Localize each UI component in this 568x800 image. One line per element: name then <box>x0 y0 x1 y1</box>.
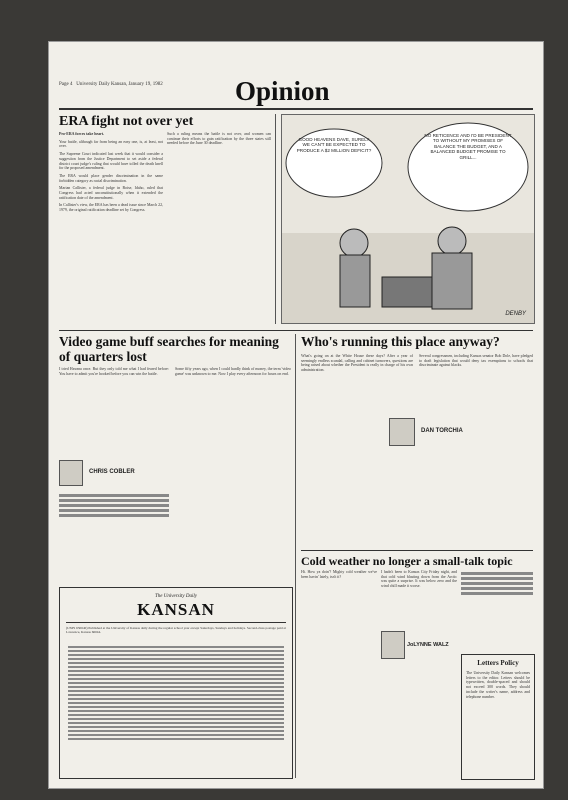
cold-headline: Cold weather no longer a small-talk topic <box>301 554 513 568</box>
video-col2: Some fifty years ago, when I could hardly think of money, the term 'video game' was unknown to me. Now I play every afternoon for hours on end. <box>175 367 291 376</box>
cold-lede: Hi. How ya doin'? Mighty cold weather we've been havin' lately, isn't it? <box>301 570 377 579</box>
section-rule-2 <box>301 550 533 551</box>
cold-col2: I hadn't been to Kansas City Friday night, and that cold wind blasting down from the Arctic was quite a surprise. It was below zero and the wind chill made it worse. <box>381 570 457 589</box>
cold-byline: JoLYNNE WALZ <box>407 642 449 648</box>
era-column-1 <box>59 132 163 328</box>
who-col2: Several congressmen, including Kansas senator Bob Dole, have pledged to draft legislation that would deny tax exemptions to schools that discriminate against blacks. <box>419 354 533 368</box>
page-number: Page 4 <box>59 82 73 87</box>
section-rule <box>59 330 533 331</box>
author-photo-torchia <box>389 418 415 446</box>
era-headline: ERA fight not over yet <box>59 114 194 129</box>
who-byline: DAN TORCHIA <box>421 428 463 434</box>
kansan-staff-note: (USPS 650640) Published at the University of Kansas daily during the regular school year except Saturdays, Sundays and holidays. Second-class postage paid at Lawrence, Kansas 66044. <box>66 626 286 634</box>
who-headline: Who's running this place anyway? <box>301 334 500 349</box>
page-folio <box>59 82 163 87</box>
figure-body-right <box>432 253 472 309</box>
era-column-2 <box>167 132 271 328</box>
newspaper-page <box>49 42 543 788</box>
era-kicker: Pro-ERA forces take heart. <box>59 132 105 136</box>
paper-date: University Daily Kansan, January 19, 1982 <box>76 82 163 87</box>
video-byline-box <box>59 460 167 486</box>
letters-body: The University Daily Kansan welcomes letters to the editor. Letters should be typewritten, double-spaced and should not exceed 300 words. They should include the writer's name, address and telephone number. <box>466 671 530 699</box>
cold-column-1 <box>301 570 377 776</box>
column-rule <box>275 114 276 324</box>
video-column-1b <box>59 492 169 582</box>
who-lede: What's going on at the White House these days? After a year of seemingly endless scandal, calling and cabinet turnovers, questions are being raised about whether the President is really in charge of his own administration. <box>301 354 413 373</box>
letters-policy-box <box>461 654 535 780</box>
era-para3: The ERA would place gender discrimination in the same forbidden category as racial discrimination. <box>59 173 163 183</box>
era-para5: In Callister's view, the ERA has been a dead issue since March 22, 1979, the original ratification deadline set by Congress. <box>59 203 163 213</box>
era-para4: Marian Callister, a federal judge in Boise, Idaho, ruled that Congress had acted unconstitutionally when it extended the ratification date of the amendment. <box>59 186 163 200</box>
who-column-1 <box>301 354 413 546</box>
who-column-2 <box>419 354 533 546</box>
masthead-rule <box>59 108 533 110</box>
cold-byline-box <box>381 630 457 658</box>
cold-column-3 <box>461 570 533 650</box>
kansan-brand-small: The University Daily <box>155 594 197 599</box>
section-title: Opinion <box>235 76 330 106</box>
cold-column-2 <box>381 570 457 776</box>
video-column-2 <box>175 367 291 517</box>
video-lede: I tried Havana once. But they only told me what I had feared before: You have to admit you're hooked before you can win the battle. <box>59 367 169 376</box>
era-col2-lede: Such a ruling means the battle is not over, and women can continue their efforts to gain ratification by the three states still needed before the June 30 deadline. <box>167 132 271 146</box>
kansan-masthead-box <box>59 587 293 779</box>
right-bubble-text: NO RETICENCE AND I'D BE PRESIDENT TO WITHOUT MY PROMISES OF BALANCE THE BUDGET, AND A BALANCED BUDGET PROMISE TO GRILL... <box>424 133 512 160</box>
author-photo <box>59 460 83 486</box>
cartoon-signature: DENBY <box>505 311 526 317</box>
column-rule-2 <box>295 334 296 778</box>
kansan-brand: KANSAN <box>137 600 215 619</box>
masthead-divider <box>66 622 286 623</box>
letters-heading: Letters Policy <box>477 659 519 667</box>
figure-body-left <box>340 255 370 307</box>
video-headline: Video game buff searches for meaning of quarters lost <box>59 334 279 364</box>
author-photo-walz <box>381 631 405 659</box>
editorial-cartoon <box>281 114 535 324</box>
video-byline: CHRIS COBLER <box>89 469 135 475</box>
who-byline-box <box>389 416 529 446</box>
figure-head-right <box>438 227 466 255</box>
video-column-1 <box>59 367 169 457</box>
era-lede: Your battle, although far from being an easy one, is, at least, not over. <box>59 139 163 149</box>
desk <box>382 277 432 307</box>
left-bubble-text: GOOD HEAVENS DAVE, SURELY WE CAN'T BE EXPECTED TO PRODUCE A $2 MILLION DEFICIT? <box>296 137 372 153</box>
figure-head-left <box>340 229 368 257</box>
era-para2: The Supreme Court indicated last week that it would consider a suggestion from the Justice Department to set aside a federal district court judge's ruling that would have tolled the death knell for the proposed amendment. <box>59 152 163 171</box>
staff-listing <box>68 644 284 742</box>
